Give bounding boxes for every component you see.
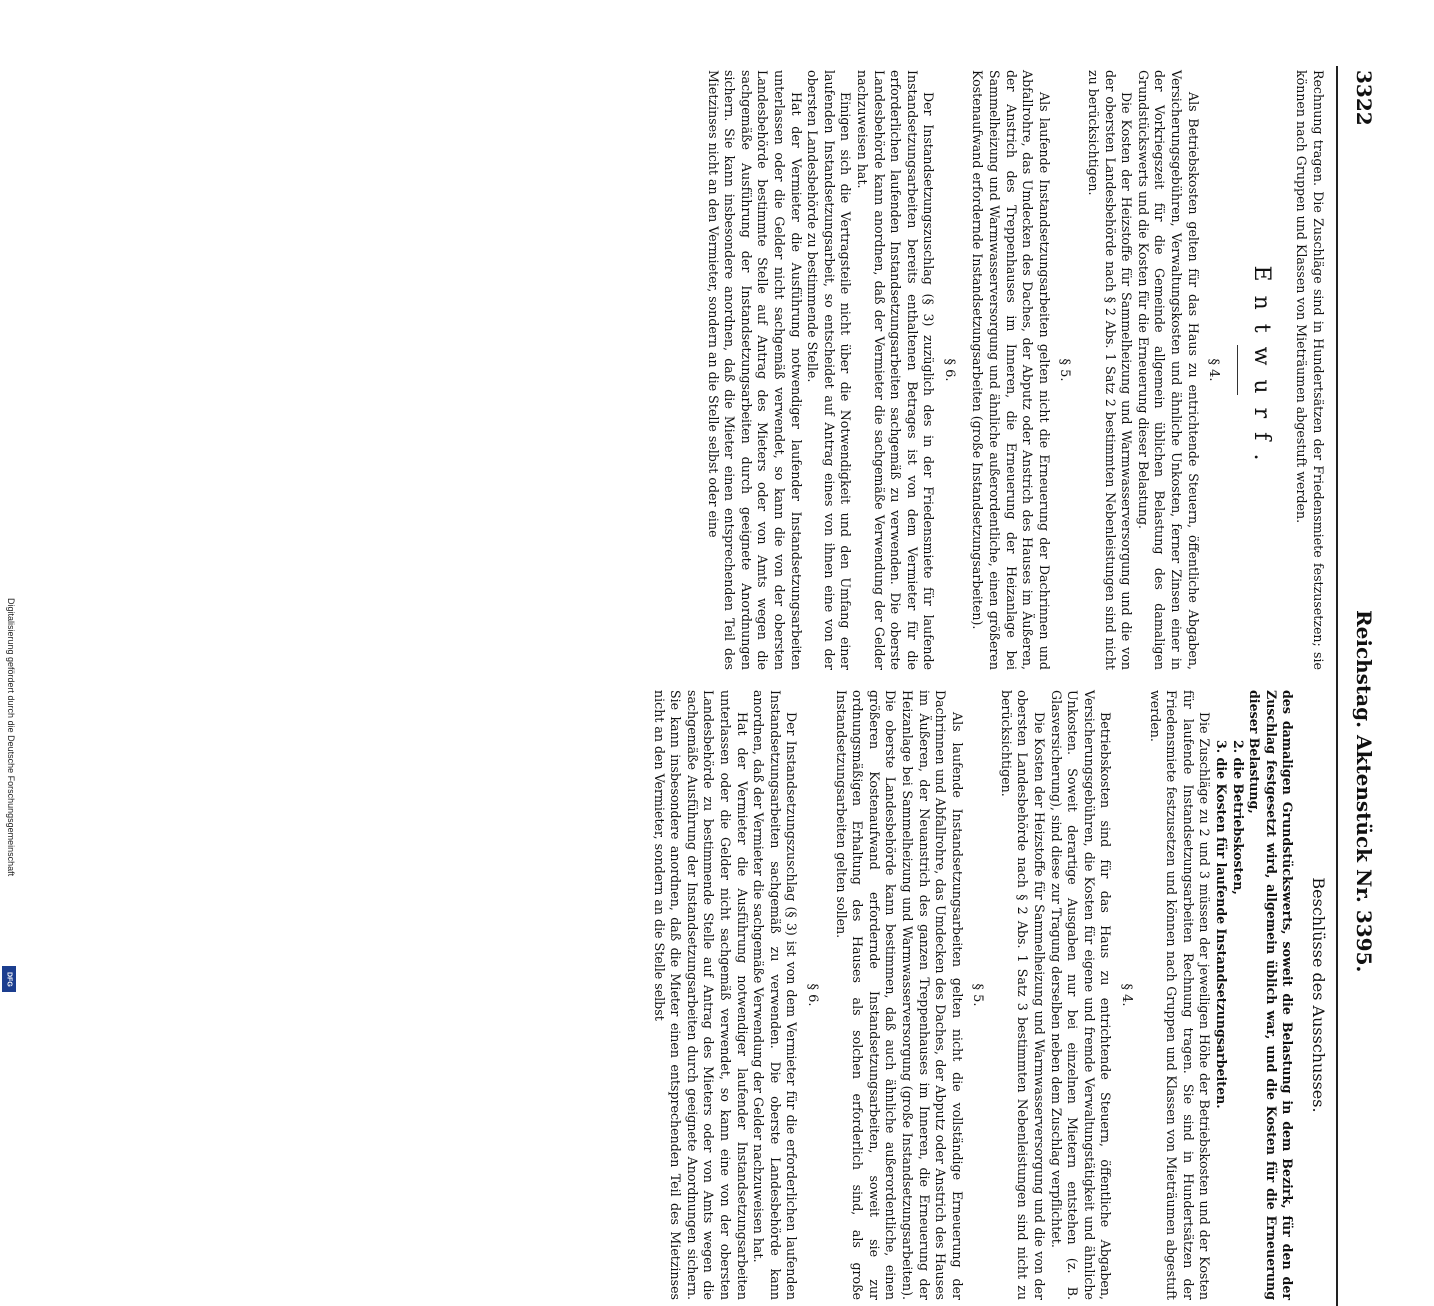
- page-header: [1342, 70, 1376, 1270]
- draft-column: [704, 70, 1326, 670]
- committee-title: Beschlüsse des Ausschusses.: [1309, 877, 1328, 1113]
- draft-section-6-heading: § 6.: [941, 358, 957, 382]
- committee-section-5-paragraph: Als laufende Instandsetzungsarbeiten gelten nicht die vollständige Erneuerung der Dachrinnen und Abfallrohre, das Umdecken des Daches, der Abputz oder Anstrich des Hauses im Äußeren, der Neuanstrich des ganzen Treppenhauses im Inneren, die Erneuerung der Heizanlage bei Sammelheizung und Warmwasserversorgung (große Instandsetzungsarbeiten). Die oberste Landesbehörde kann bestimmen, daß auch ähnliche außerordentliche, einen größeren Kostenaufwand erfordernde Instandsetzungsarbeiten, soweit sie zur ordnungsmäßigen Erhaltung des Hauses als solchen erforderlich sind, als große Instandsetzungsarbeiten gelten sollen.: [833, 690, 965, 1300]
- draft-section-5-paragraph: Als laufende Instandsetzungsarbeiten gelten nicht die Erneuerung der Dachrinnen und Abfallrohre, das Umdecken des Daches, der Abputz oder Anstrich des Hauses im Äußeren, der Anstrich des Treppenhauses im Inneren, die Erneuerung der Heizanlage bei Sammelheizung und Warmwasserversorgung und ähnliche außerordentliche, einen größeren Kostenaufwand erfordernde Instandsetzungsarbeiten (große Instandsetzungsarbeiten).: [970, 70, 1052, 670]
- committee-section-6-paragraph: Der Instandsetzungszuschlag (§ 3) ist von dem Vermieter für die erforderlichen laufenden Instandsetzungsarbeiten sachgemäß zu verwenden. Die oberste Landesbehörde kann anordnen, daß der Vermieter die sachgemäße Verwendung der Gelder nachzuweisen hat.: [751, 690, 800, 1300]
- committee-section-6-heading: § 6.: [804, 983, 820, 1007]
- draft-title: Entwurf.: [1248, 265, 1274, 475]
- committee-top-paragraph: des damaligen Grundstückswerts, soweit die Belastung in dem Bezirk, für den der Zuschlag festgesetzt wird, allgemein üblich war, und die Kosten für die Erneuerung dieser Belastung,: [1247, 690, 1296, 1300]
- committee-section-4-paragraph: Betriebskosten sind für das Haus zu entrichtende Steuern, öffentliche Abgaben, Versicherungsgebühren, die Kosten für eigene und fremde Verwaltungstätigkeit und ähnliche Unkosten. Soweit derartige Ausgaben nur bei einzelnen Mietern entstehen (z. B. Glasversicherung), sind diese zur Tragung derselben neben dem Zuschlag verpflichtet.: [1048, 690, 1114, 1300]
- title-rule: [1237, 345, 1238, 395]
- draft-section-4-paragraph: Die Kosten der Heizstoffe für Sammelheizung und Warmwasserversorgung und die von der obersten Landesbehörde nach § 2 Abs. 1 Satz 2 bestimmten Nebenleistungen sind nicht zu berücksichtigen.: [1086, 70, 1135, 670]
- running-head: Reichstag. Aktenstück Nr. 3395.: [1352, 610, 1376, 973]
- committee-section-6-paragraph: Hat der Vermieter die Ausführung notwendiger laufender Instandsetzungsarbeiten unterlassen oder die Gelder nicht sachgemäß verwendet, so kann eine von der obersten Landesbehörde zu bestimmende Stelle auf Antrag des Mieters oder von Amts wegen die sachgemäße Ausführung der Instandsetzungsarbeiten durch geeignete Anordnungen sichern. Sie kann insbesondere anordnen, daß die Mieter einen entsprechenden Teil des Mietzinses nicht an den Vermieter, sondern an die Stelle selbst: [651, 690, 750, 1300]
- draft-section-6-paragraph: Hat der Vermieter die Ausführung notwendiger laufender Instandsetzungsarbeiten unterlassen oder die Gelder nicht sachgemäß verwendet, so kann die von der obersten Landesbehörde bestimmte Stelle auf Antrag des Mieters oder von Amts wegen die sachgemäße Ausführung der Instandsetzungsarbeiten durch geeignete Anordnungen sichern. Sie kann insbesondere anordnen, daß die Mieter einen entsprechenden Teil des Mietzinses nicht an den Vermieter, sondern an die Stelle selbst oder eine: [705, 70, 804, 670]
- committee-paragraph: Die Zuschläge zu 2 und 3 müssen der jeweiligen Höhe der Betriebskosten und der Kosten für laufende Instandsetzungsarbeiten Rechnung tragen. Sie sind in Hundertsätzen der Friedensmiete festzusetzen und können nach Gruppen und Klassen von Mieträumen abgestuft werden.: [1147, 690, 1213, 1300]
- committee-list-item: 2. die Betriebskosten,: [1230, 740, 1246, 895]
- page-number: 3322: [1352, 70, 1376, 126]
- draft-section-6-paragraph: Der Instandsetzungszuschlag (§ 3) zuzüglich des in der Friedensmiete für laufende Instandsetzungsarbeiten bereits enthaltenen Betrages ist von dem Vermieter für die erforderlichen laufenden Instandsetzungsarbeiten sachgemäß zu verwenden. Die oberste Landesbehörde kann anordnen, daß der Vermieter die sachgemäße Verwendung der Gelder nachzuweisen hat.: [854, 70, 937, 670]
- dfg-logo-icon: DFG: [2, 966, 16, 992]
- committee-section-4-heading: § 4.: [1119, 983, 1135, 1007]
- committee-list-item: 3. die Kosten für laufende Instandsetzungsarbeiten.: [1214, 740, 1230, 1109]
- digitization-credit-text: Digitalisierung gefördert durch die Deutsche Forschungsgemeinschaft: [6, 598, 16, 877]
- committee-column: [650, 690, 1326, 1300]
- committee-section-5-heading: § 5.: [970, 983, 986, 1007]
- digitization-credit: [2, 18, 20, 978]
- header-rule: [1336, 66, 1338, 1306]
- draft-section-4-paragraph: Als Betriebskosten gelten für das Haus zu entrichtende Steuern, öffentliche Abgaben, Versicherungsgebühren, Verwaltungskosten und ähnliche Unkosten, ferner Zinsen einer in der Vorkriegszeit für die Gemeinde allgemein üblichen Belastung des damaligen Grundstückswerts und die Kosten für die Erneuerung dieser Belastung.: [1135, 70, 1201, 670]
- draft-section-5-heading: § 5.: [1057, 358, 1073, 382]
- draft-top-paragraph: Rechnung tragen. Die Zuschläge sind in Hundertsätzen der Friedensmiete festzusetzen; sie können nach Gruppen und Klassen von Mieträumen abgestuft werden.: [1294, 70, 1326, 670]
- draft-section-4-heading: § 4.: [1206, 358, 1222, 382]
- committee-section-4-paragraph: Die Kosten der Heizstoffe für Sammelheizung und Warmwasserversorgung und die von der obersten Landesbehörde nach § 2 Abs. 1 Satz 3 bestimmten Nebenleistungen sind nicht zu berücksichtigen.: [998, 690, 1048, 1300]
- draft-section-6-paragraph: Einigen sich die Vertragsteile nicht über die Notwendigkeit und den Umfang einer laufenden Instandsetzungsarbeit, so entscheidet auf Antrag eines von ihnen eine von der obersten Landesbehörde zu bestimmende Stelle.: [805, 70, 854, 670]
